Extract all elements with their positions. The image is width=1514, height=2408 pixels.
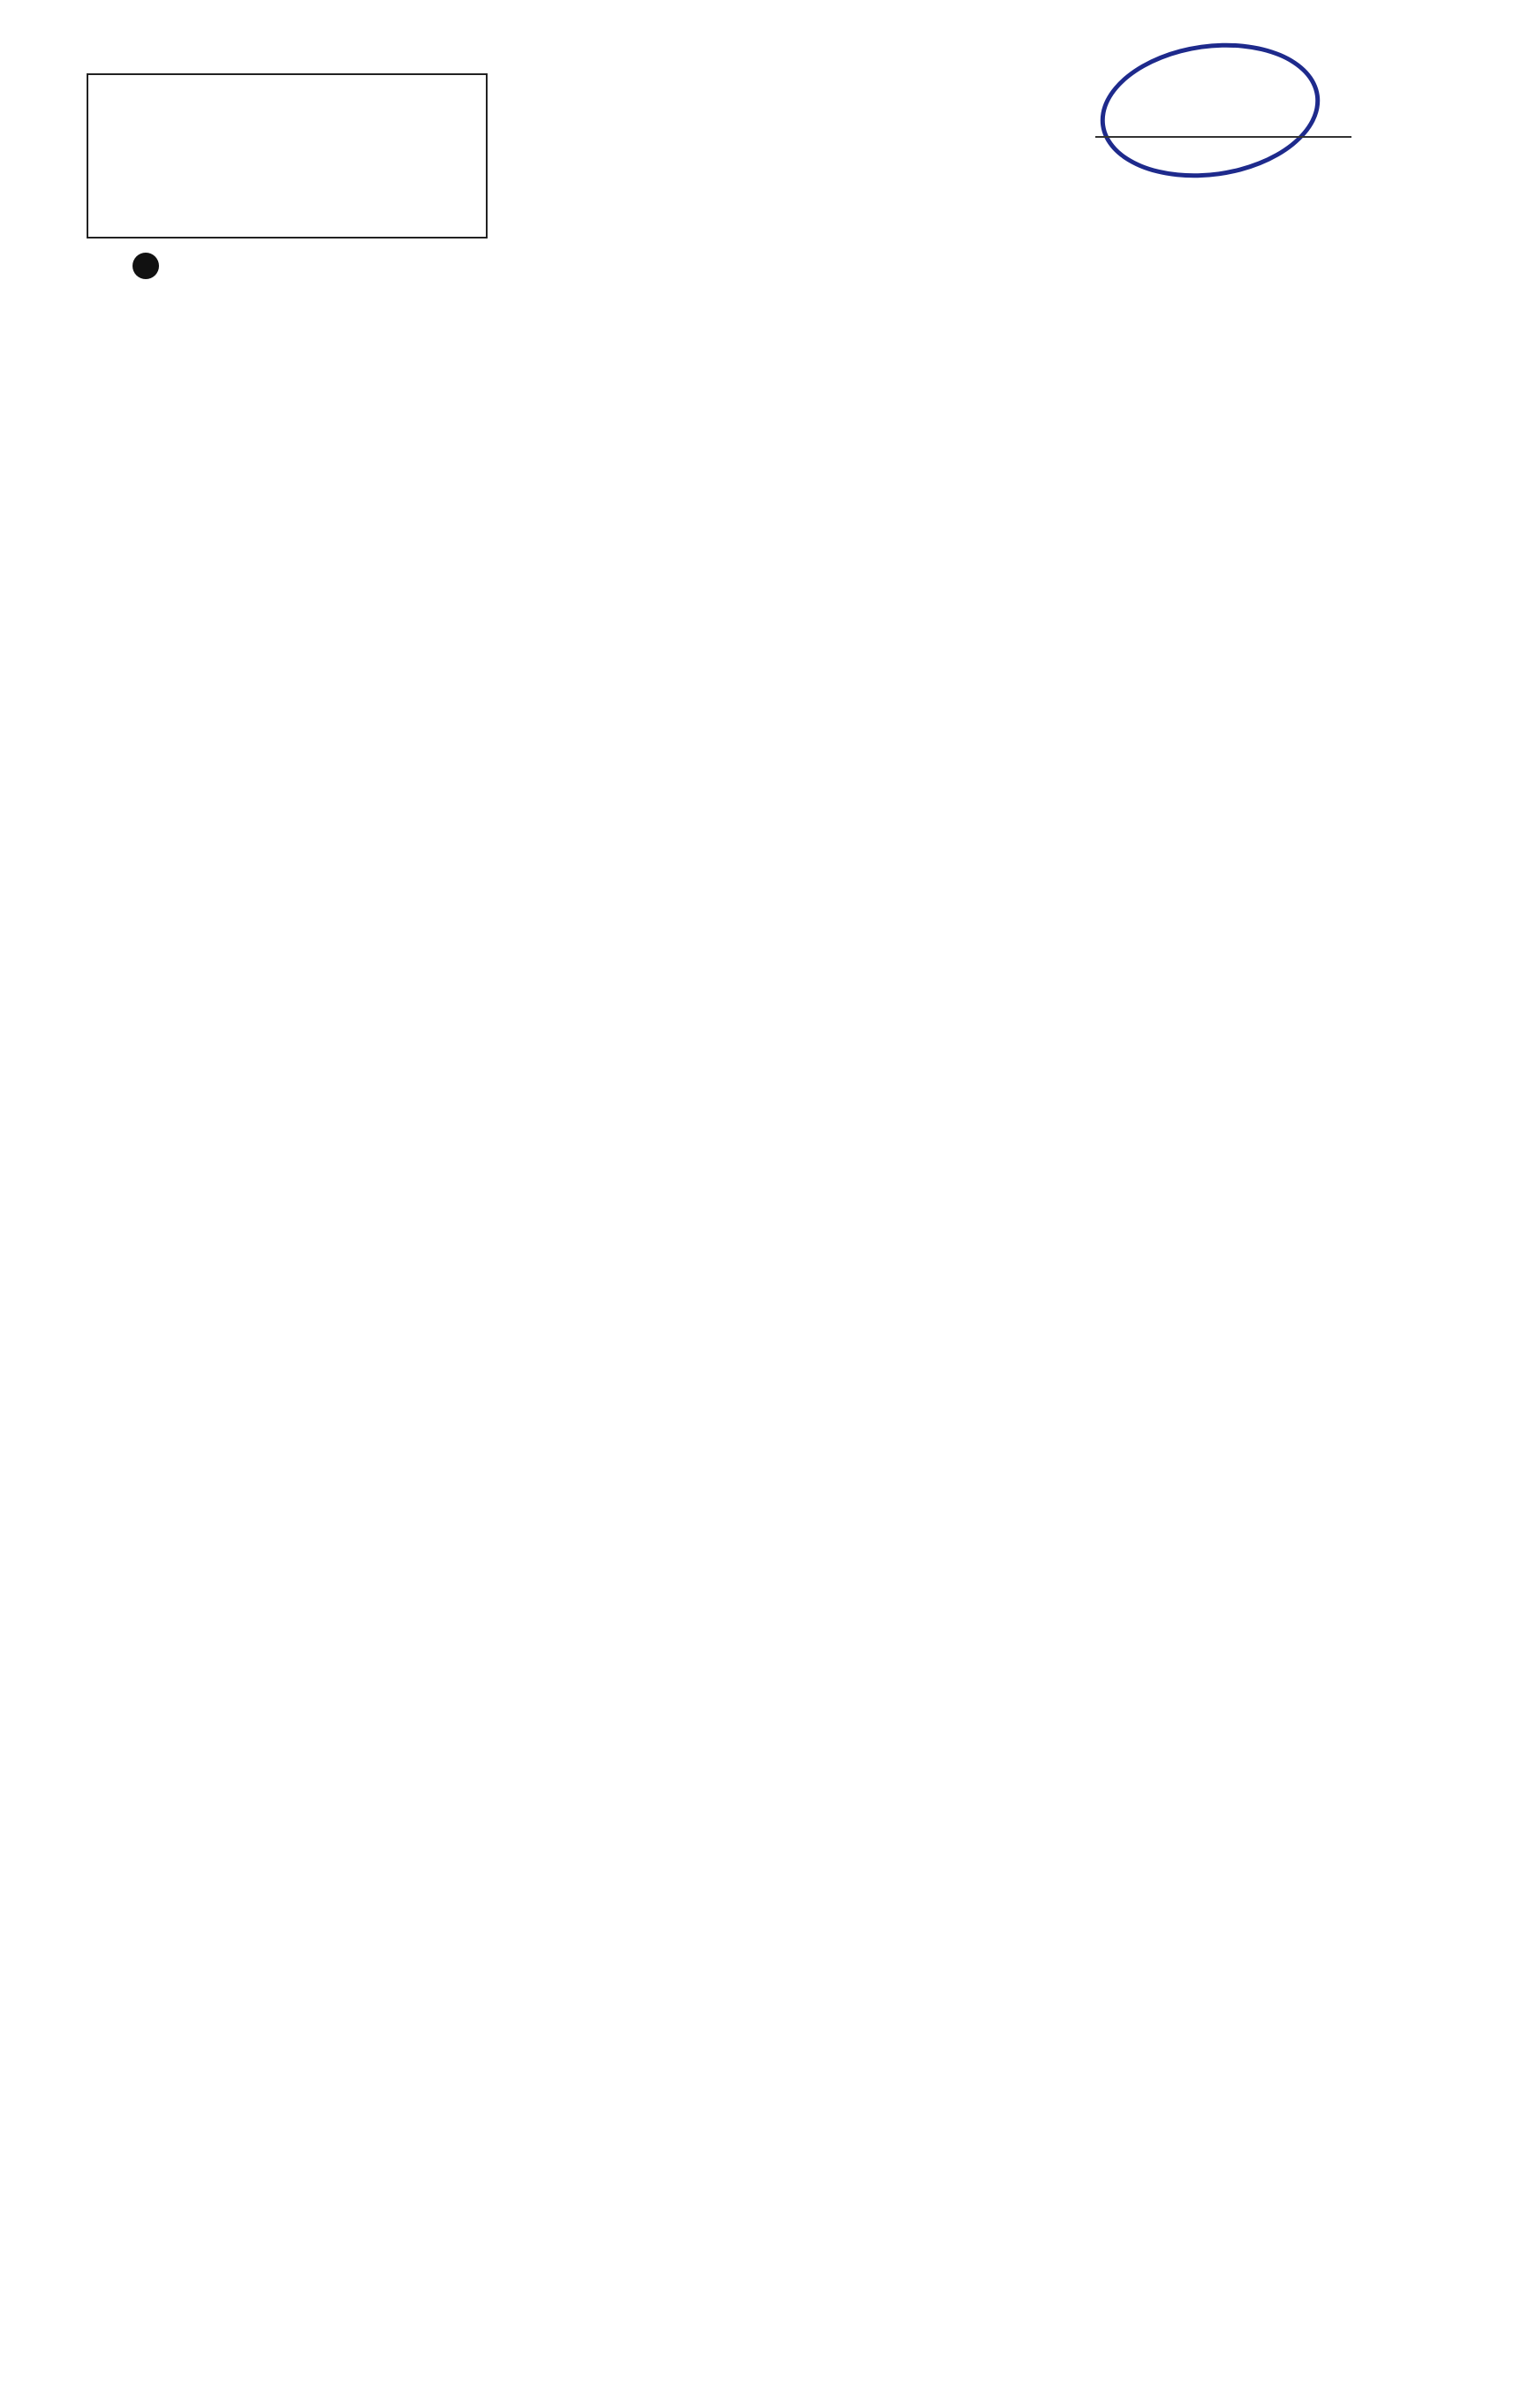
ink-dot	[132, 253, 159, 279]
roll-stamp	[1092, 29, 1329, 191]
paper-code-box	[87, 73, 488, 239]
roll-number-line	[1095, 136, 1351, 138]
